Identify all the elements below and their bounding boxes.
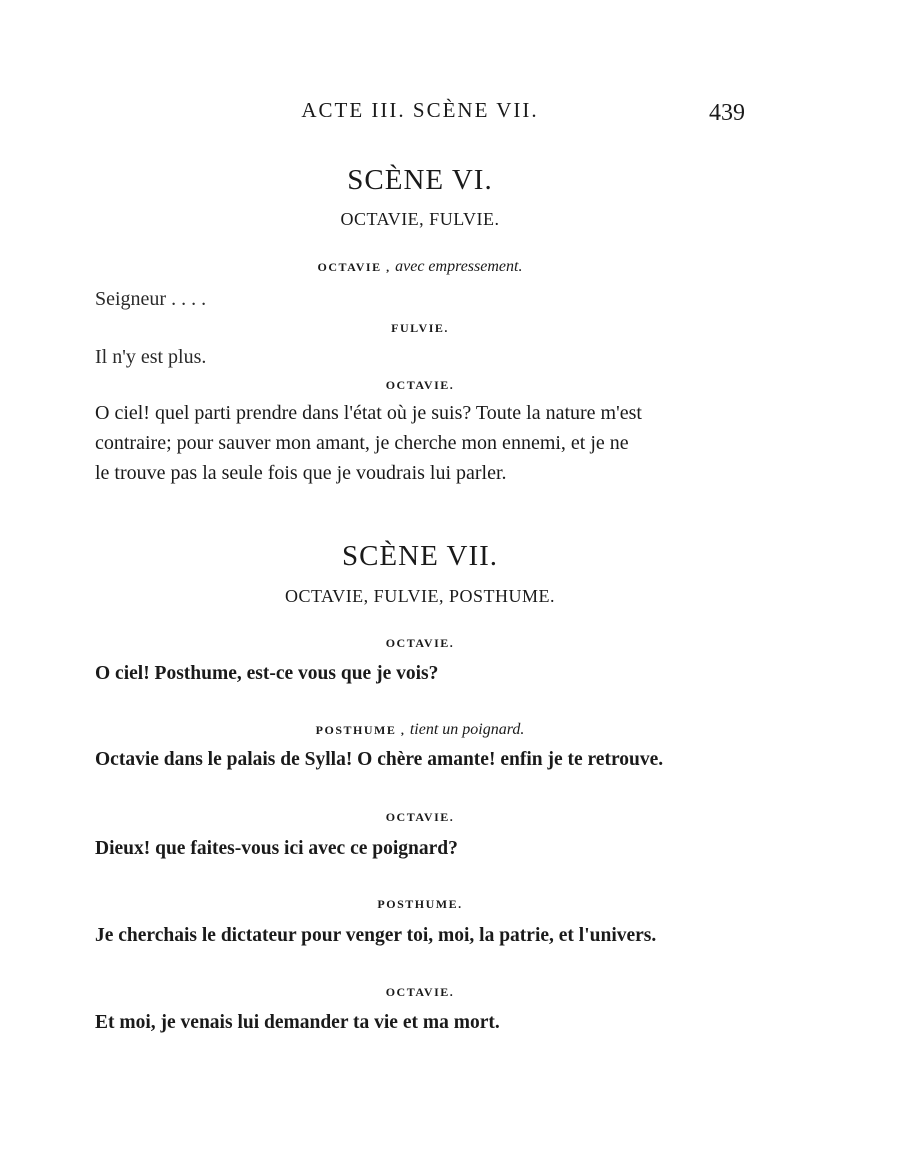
speaker-heading <box>95 897 745 912</box>
speaker-heading <box>95 985 745 1000</box>
scene-characters: OCTAVIE, FULVIE, POSTHUME. <box>284 586 556 606</box>
speaker-heading <box>95 810 745 825</box>
dialogue-line: Il n'y est plus. <box>95 346 207 368</box>
speaker-name: FULVIE. <box>391 321 449 335</box>
page-number: 439 <box>709 100 745 126</box>
scene-characters: OCTAVIE, FULVIE. <box>340 209 500 229</box>
dialogue-line: O ciel! quel parti prendre dans l'état où je suis? Toute la nature m'est <box>95 402 642 424</box>
dialogue-line: le trouve pas la seule fois que je voudrais lui parler. <box>95 462 507 484</box>
dialogue-line: Octavie dans le palais de Sylla! O chère amante! enfin je te retrouve. <box>95 749 664 770</box>
dialogue-line: Je cherchais le dictateur pour venger toi, moi, la patrie, et l'univers. <box>95 925 657 946</box>
speaker-heading <box>95 378 745 393</box>
speaker-name: OCTAVIE. <box>385 985 455 999</box>
speaker-heading <box>95 636 745 651</box>
speaker-name: POSTHUME. <box>377 897 463 911</box>
running-title: ACTE III. SCÈNE VII. <box>301 98 539 122</box>
speaker-name: POSTHUME , <box>315 723 406 737</box>
dialogue-line: O ciel! Posthume, est-ce vous que je vois? <box>95 663 439 684</box>
scene-title: SCÈNE VII. <box>341 540 499 572</box>
speaker-heading <box>95 721 745 739</box>
running-head <box>95 98 745 128</box>
speaker-name: OCTAVIE , <box>317 260 391 274</box>
speaker-heading <box>95 258 745 276</box>
scene-title: SCÈNE VI. <box>347 164 493 196</box>
dialogue-line: contraire; pour sauver mon amant, je cherche mon ennemi, et je ne <box>95 432 629 454</box>
stage-direction: tient un poignard. <box>409 721 525 738</box>
stage-direction: avec empressement. <box>395 258 523 275</box>
speaker-name: OCTAVIE. <box>385 636 455 650</box>
dialogue-line: Et moi, je venais lui demander ta vie et ma mort. <box>95 1012 500 1033</box>
dialogue-line: Seigneur . . . . <box>95 288 207 310</box>
dialogue-line: Dieux! que faites-vous ici avec ce poignard? <box>95 838 458 859</box>
speaker-name: OCTAVIE. <box>385 378 455 392</box>
speaker-name: OCTAVIE. <box>385 810 455 824</box>
speaker-heading <box>95 321 745 336</box>
